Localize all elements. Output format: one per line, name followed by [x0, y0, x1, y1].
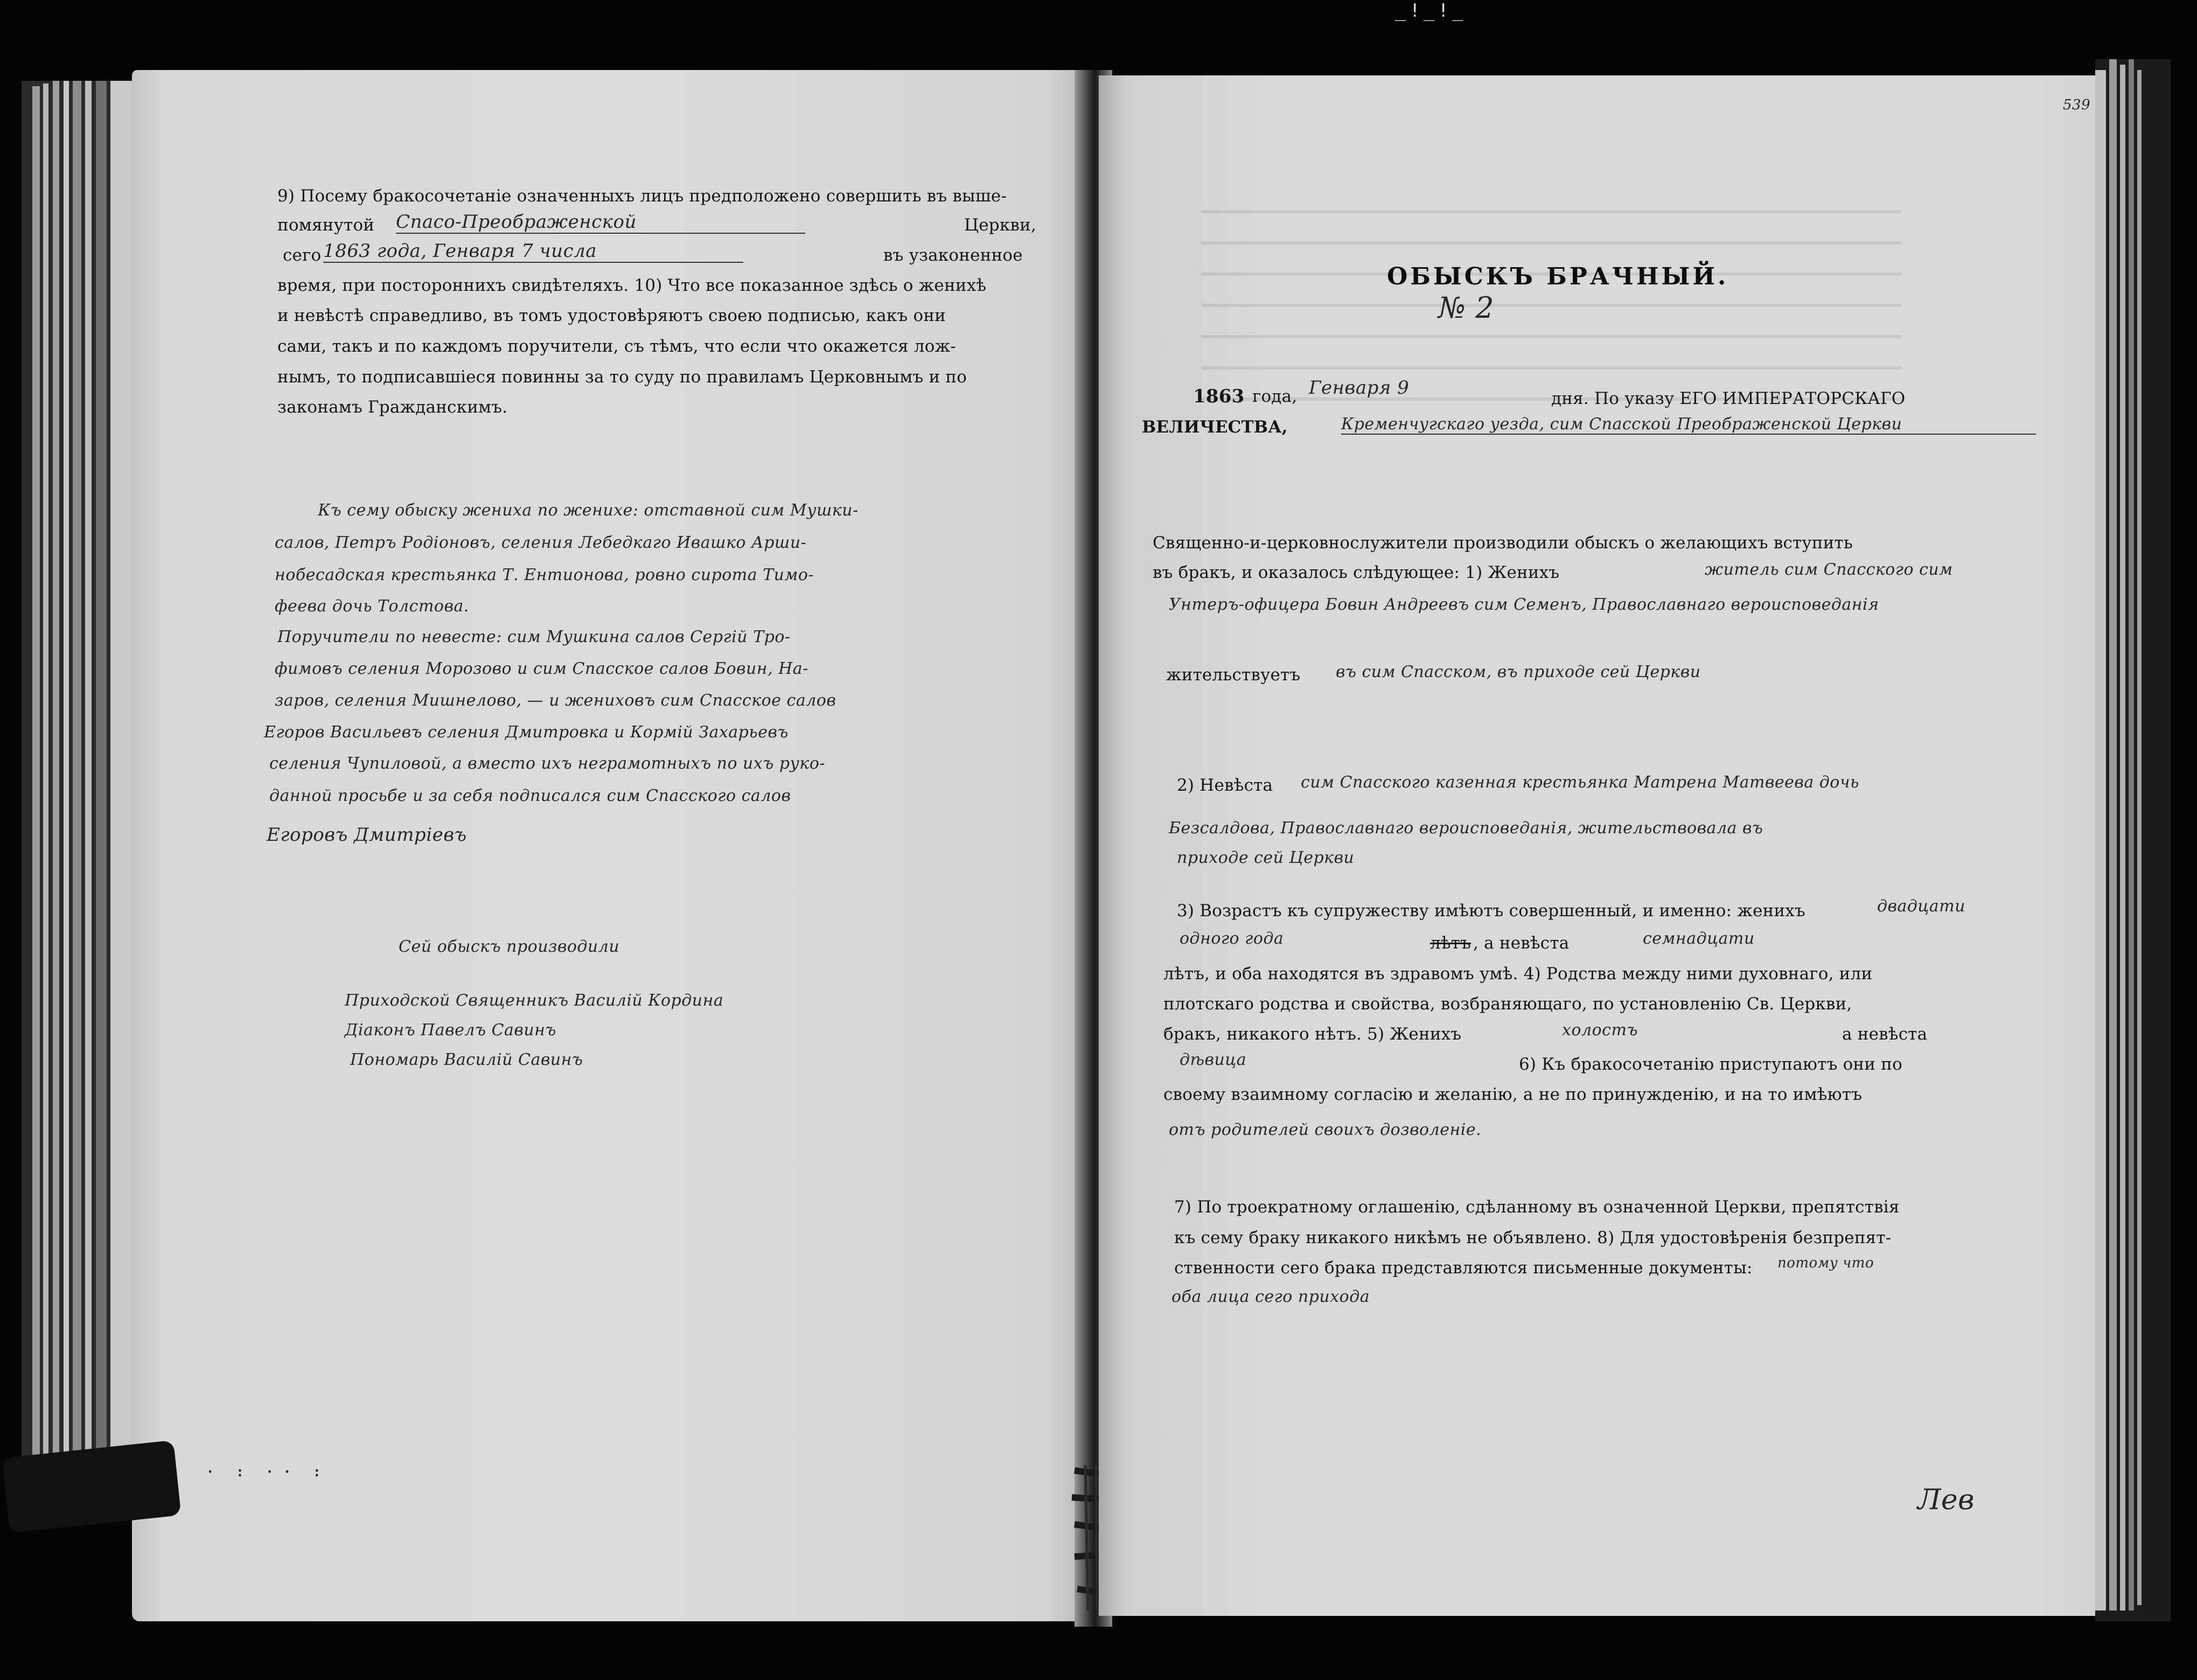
left-hand-church: Спасо-Преображенской [396, 211, 805, 234]
right-p4-line-1: 7) По троекратному оглашенію, сдѣланному въ означенной Церкви, препятствія [1174, 1197, 1900, 1217]
right-date-print: года, [1252, 387, 1298, 406]
left-print-line-2b: Церкви, [964, 215, 1036, 235]
right-p1-line-3-hand: Унтеръ-офицера Бовин Андреевъ сим Семенъ, Православнаго вероисповеданія [1169, 595, 1879, 614]
right-p3-line-1: 3) Возрастъ къ супружеству имѣютъ совершенный, и именно: женихъ [1177, 901, 1805, 921]
right-p2-line-3-hand: приходе сей Церкви [1177, 848, 1355, 867]
right-p4-line-2: къ сему браку никакого никѣмъ не объявлено. 8) Для удостовѣренія безпрепят- [1174, 1228, 1892, 1247]
left-hand-date: 1863 года, Генваря 7 числа [323, 240, 743, 263]
right-date-hand: Генваря 9 [1309, 377, 1410, 399]
right-p3-line-2-hand: одного года [1180, 929, 1284, 948]
right-p3-line-6: 6) Къ бракосочетанію приступаютъ они по [1519, 1055, 1902, 1074]
left-hand-line-6: фимовъ селения Морозово и сим Спасское салов Бовин, На- [275, 659, 808, 678]
right-p3-line-6-hand: дѣвица [1180, 1050, 1247, 1069]
left-print-line-3a: сего [283, 246, 322, 265]
left-hand-line-8: Егоров Васильевъ селения Дмитровка и Кормій Захарьевъ [264, 723, 789, 742]
right-p1-line-4-hand: въ сим Спасском, въ приходе сей Церкви [1336, 663, 1701, 681]
right-p1-line-2: въ бракъ, и оказалось слѣдующее: 1) Женихъ [1153, 563, 1560, 582]
left-signature-deacon: Діаконъ Павелъ Савинъ [345, 1021, 556, 1040]
right-p3-line-8-hand: отъ родителей своихъ дозволеніе. [1169, 1120, 1482, 1139]
page-stack-edge [22, 81, 135, 1497]
right-p2-line-1: 2) Невѣста [1177, 776, 1273, 795]
right-date-year: 1863 [1193, 386, 1245, 407]
left-print-line-2a: помянутой [277, 215, 375, 235]
right-date-tail: дня. По указу ЕГО ИМПЕРАТОРСКАГО [1551, 389, 1906, 408]
right-p3-line-2-strike: лѣтъ [1430, 933, 1471, 953]
left-hand-line-10: данной просьбе и за себя подписался сим Спасского салов [269, 786, 791, 805]
left-hand-line-4: феева дочь Толстова. [275, 597, 469, 616]
right-p3-line-1-hand: двадцати [1877, 897, 1965, 916]
left-print-line-5: и невѣстѣ справедливо, въ томъ удостовѣряютъ своею подписью, какъ они [277, 306, 946, 325]
right-velichestva-hand: Кременчугскаго уезда, сим Спасской Преображенской Церкви [1341, 415, 2036, 435]
right-velichestva: ВЕЛИЧЕСТВА, [1142, 417, 1288, 437]
right-p1-line-2-hand: житель сим Спасского сим [1705, 560, 1953, 579]
left-hand-line-11: Егоровъ Дмитріевъ [267, 824, 467, 846]
document-title: ОБЫСКЪ БРАЧНЫЙ. [1387, 263, 1729, 290]
right-p4-line-3: ственности сего брака представляются письменные документы: [1174, 1258, 1753, 1278]
right-p2-line-2-hand: Безсалдова, Православнаго вероисповеданія, жительствовала въ [1169, 819, 1763, 838]
top-edge-mark: _!_!_ [1395, 0, 1467, 22]
left-print-line-6: сами, такъ и по каждомъ поручители, съ тѣмъ, что если что окажется лож- [277, 337, 956, 356]
right-p1-line-4: жительствуетъ [1166, 665, 1301, 685]
right-p4-line-4-hand: оба лица сего прихода [1171, 1287, 1370, 1306]
left-print-line-3b: въ узаконенное [883, 246, 1023, 265]
right-p3-line-2-tail: , а невѣста [1473, 933, 1570, 953]
right-p1-line-1: Священно-и-церковнослужители производили обыскъ о желающихъ вступить [1153, 533, 1853, 553]
right-p3-line-5: бракъ, никакого нѣтъ. 5) Женихъ [1163, 1024, 1462, 1044]
left-hand-line-3: нобесадская крестьянка Т. Ентионова, ровно сирота Тимо- [275, 566, 814, 584]
left-page [132, 70, 1085, 1621]
left-print-line-7: нымъ, то подписавшіеся повинны за то суду по правиламъ Церковнымъ и по [277, 367, 967, 387]
clip-marks: ᛫ ᛬ ᛫᛫ ᛬ [205, 1462, 329, 1484]
right-p3-line-5-hand: холостъ [1562, 1021, 1638, 1040]
left-signature-priest: Приходской Священникъ Василій Кордина [345, 991, 724, 1010]
bleed-through [1201, 189, 1901, 420]
left-hand-line-2: салов, Петръ Родіоновъ, селения Лебедкаго Ивашко Арши- [275, 533, 807, 552]
left-print-line-1: 9) Посему бракосочетаніе означенныхъ лицъ предположено совершить въ выше- [277, 186, 1007, 206]
right-p3-line-4: плотскаго родства и свойства, возбраняющаго, по установленію Св. Церкви, [1163, 994, 1852, 1014]
left-print-line-8: законамъ Гражданскимъ. [277, 398, 508, 417]
right-p3-line-5-tail: а невѣста [1842, 1024, 1928, 1044]
left-hand-line-9: селения Чупиловой, а вместо ихъ неграмотныхъ по ихъ руко- [269, 754, 826, 773]
folio-number: 539 [2063, 97, 2091, 113]
right-corner-hand: Лев [1917, 1484, 1975, 1516]
right-p3-line-3: лѣтъ, и оба находятся въ здравомъ умѣ. 4) Родства между ними духовнаго, или [1163, 964, 1873, 984]
left-hand-line-5: Поручители по невесте: сим Мушкина салов Сергій Тро- [277, 628, 791, 646]
document-number: № 2 [1438, 291, 1495, 325]
left-signature-sexton: Пономарь Василій Савинъ [350, 1050, 583, 1069]
right-page-stack-edge [2095, 59, 2171, 1621]
right-p3-line-2-hand2: семнадцати [1643, 929, 1755, 948]
right-p4-line-3-hand: потому что [1777, 1255, 1874, 1271]
right-p2-line-1-hand: сим Спасского казенная крестьянка Матрена Матвеева дочь [1301, 773, 1859, 792]
left-hand-line-7: заров, селения Мишнелово, — и жениховъ сим Спасское салов [275, 691, 836, 710]
left-print-line-4: время, при постороннихъ свидѣтеляхъ. 10) Что все показанное здѣсь о женихѣ [277, 276, 987, 295]
left-hand-line-1: Къ сему обыску жениха по женихе: отставной сим Мушки- [318, 501, 859, 520]
left-signature-heading: Сей обыскъ производили [399, 937, 620, 956]
right-p3-line-7: своему взаимному согласію и желанію, а не по принужденію, и на то имѣютъ [1163, 1085, 1863, 1104]
